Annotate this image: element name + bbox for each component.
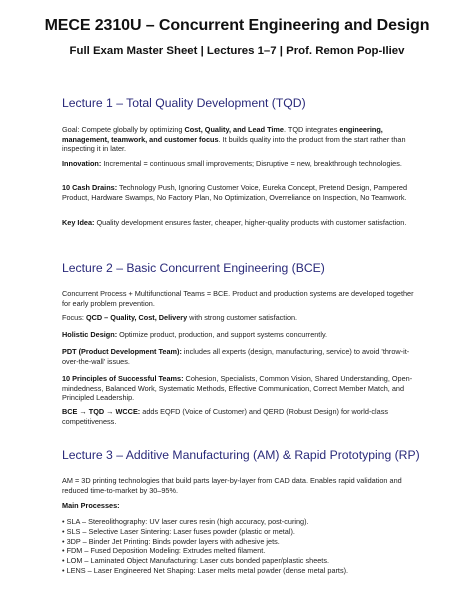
bce-text: adds EQFD (Voice of Customer) and QERD (Robust Design) for world-class competitiveness. bbox=[62, 407, 389, 426]
lecture1-key-idea bbox=[62, 218, 414, 228]
lecture2-bce bbox=[62, 407, 414, 426]
goal-bold-1: Cost, Quality, and Lead Time bbox=[184, 125, 284, 134]
principles-label: 10 Principles of Successful Teams: bbox=[62, 374, 184, 383]
goal-text-3: . It builds quality into the product from the start rather than inspecting it in later. bbox=[62, 134, 406, 154]
process-item-sla: • SLA – Stereolithography: UV laser cures resin (high accuracy, post-curing). bbox=[62, 517, 309, 526]
lecture2-pdt bbox=[62, 347, 414, 366]
lecture1-heading: Lecture 1 – Total Quality Development (TQD) bbox=[62, 96, 306, 110]
lecture2-focus bbox=[62, 313, 414, 323]
processes-label: Main Processes: bbox=[62, 501, 120, 510]
focus-text-2: with strong customer satisfaction. bbox=[187, 313, 298, 322]
process-item-lens: • LENS – Laser Engineered Net Shaping: Laser melts metal powder (dense metal parts). bbox=[62, 565, 349, 575]
bce-label: BCE → TQD → WCCE: bbox=[62, 407, 141, 416]
cash-drains-label: 10 Cash Drains: bbox=[62, 183, 118, 192]
process-item-sls: • SLS – Selective Laser Sintering: Laser fuses powder (plastic or metal). bbox=[62, 526, 295, 536]
innovation-label: Innovation: bbox=[62, 159, 102, 168]
lecture2-intro: Concurrent Process + Multifunctional Teams = BCE. Product and production systems are developed together for early problem prevention. bbox=[62, 289, 414, 308]
lecture1-cash-drains bbox=[62, 183, 414, 202]
holistic-text: Optimize product, production, and support systems concurrently. bbox=[117, 330, 328, 339]
key-idea-text: Quality development ensures faster, cheaper, higher-quality products with customer satisfaction. bbox=[94, 218, 407, 227]
goal-text-2: . TQD integrates bbox=[283, 125, 340, 134]
lecture3-intro: AM = 3D printing technologies that build parts layer-by-layer from CAD data. Enables rapid validation and reduced time-to-market by 30–95%. bbox=[62, 476, 402, 495]
goal-text-1: Goal: Compete globally by optimizing bbox=[62, 125, 185, 134]
process-list bbox=[62, 517, 422, 576]
lecture3-heading: Lecture 3 – Additive Manufacturing (AM) & Rapid Prototyping (RP) bbox=[62, 448, 420, 462]
process-item-3dp: • 3DP – Binder Jet Printing: Binds powder layers with adhesive jets. bbox=[62, 536, 280, 546]
document-subtitle: Full Exam Master Sheet | Lectures 1–7 | Prof. Remon Pop-Iliev bbox=[69, 45, 405, 57]
pdt-label: PDT (Product Development Team): bbox=[62, 347, 182, 356]
document-title: MECE 2310U – Concurrent Engineering and Design bbox=[44, 17, 430, 34]
lecture2-heading: Lecture 2 – Basic Concurrent Engineering (BCE) bbox=[62, 261, 325, 275]
process-item-lom: • LOM – Laminated Object Manufacturing: Laser cuts bonded paper/plastic sheets. bbox=[62, 556, 330, 566]
lecture2-holistic bbox=[62, 330, 414, 340]
holistic-label: Holistic Design: bbox=[62, 330, 118, 339]
pdt-text: includes all experts (design, manufacturing, service) to avoid 'throw-it-over-the-wall' issues. bbox=[62, 347, 410, 366]
process-item-fdm: • FDM – Fused Deposition Modeling: Extrudes melted filament. bbox=[62, 546, 266, 556]
key-idea-label: Key Idea: bbox=[62, 218, 95, 227]
lecture1-goal bbox=[62, 125, 414, 154]
innovation-text: Incremental = continuous small improvements; Disruptive = new, breakthrough technologies. bbox=[101, 159, 402, 168]
lecture1-innovation bbox=[62, 159, 414, 169]
goal-bold-2: engineering, management, teamwork, and customer focus bbox=[62, 125, 383, 144]
lecture2-principles bbox=[62, 374, 414, 403]
cash-drains-text: Technology Push, Ignoring Customer Voice, Eureka Concept, Pretend Design, Pampered Product, Hardware Swamps, No Factory Plan, No Optimization, Overreliance on Inspection, No Teamwork. bbox=[62, 183, 408, 202]
focus-bold: QCD – Quality, Cost, Delivery bbox=[85, 313, 188, 322]
principles-text: Cohesion, Specialists, Common Vision, Shared Understanding, Open-mindedness, Balanced Work, Systematic Methods, Effective Communication, Correct Member Match, and Principled Leadership. bbox=[62, 374, 413, 403]
focus-text-1: Focus: bbox=[62, 313, 86, 322]
lecture3-processes-label bbox=[62, 501, 414, 511]
